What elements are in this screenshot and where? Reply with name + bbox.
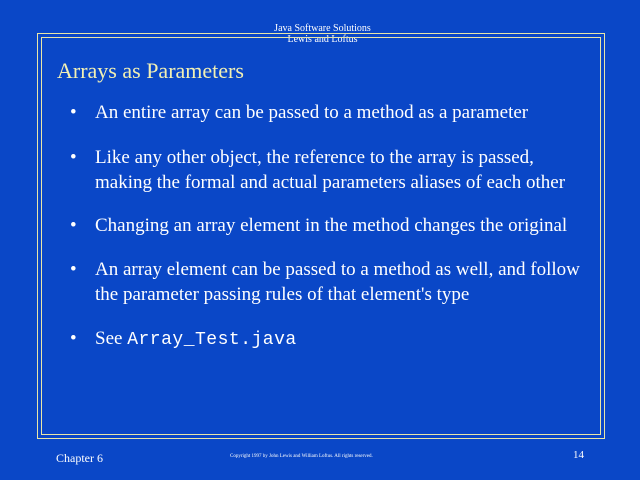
bullet-dot-icon: • [70, 259, 77, 280]
page-number: 14 [573, 449, 584, 461]
bullet-item-5 [70, 326, 590, 353]
bullet-item-4 [70, 257, 590, 307]
bullet-text-3: Changing an array element in the method changes the original [95, 215, 568, 236]
bullet-dot-icon: • [70, 328, 77, 349]
bullet-item-1 [70, 100, 590, 125]
copyright-notice: Copyright 1997 by John Lewis and William Loftus. All rights reserved. [230, 454, 373, 459]
chapter-label: Chapter 6 [56, 451, 103, 465]
bullet-dot-icon: • [70, 147, 77, 168]
bullet-item-2 [70, 145, 590, 195]
bullet-dot-icon: • [70, 215, 77, 236]
bullet-text-1: An entire array can be passed to a method as a parameter [95, 102, 529, 123]
bullet-text-4: An array element can be passed to a method as well, and follow the parameter passing rules of that element's type [95, 259, 580, 305]
bullet-text-5: See [95, 328, 128, 349]
bullet-text-2: Like any other object, the reference to the array is passed, making the formal and actual parameters aliases of each other [95, 147, 566, 193]
authors: Lewis and Loftus [287, 34, 358, 45]
bullet-item-3 [70, 213, 590, 238]
slide-title: Arrays as Parameters [57, 58, 244, 83]
bullet-dot-icon: • [70, 102, 77, 123]
bullet-list [70, 100, 590, 353]
book-title: Java Software Solutions [274, 23, 371, 34]
code-filename: Array_Test.java [127, 330, 297, 350]
